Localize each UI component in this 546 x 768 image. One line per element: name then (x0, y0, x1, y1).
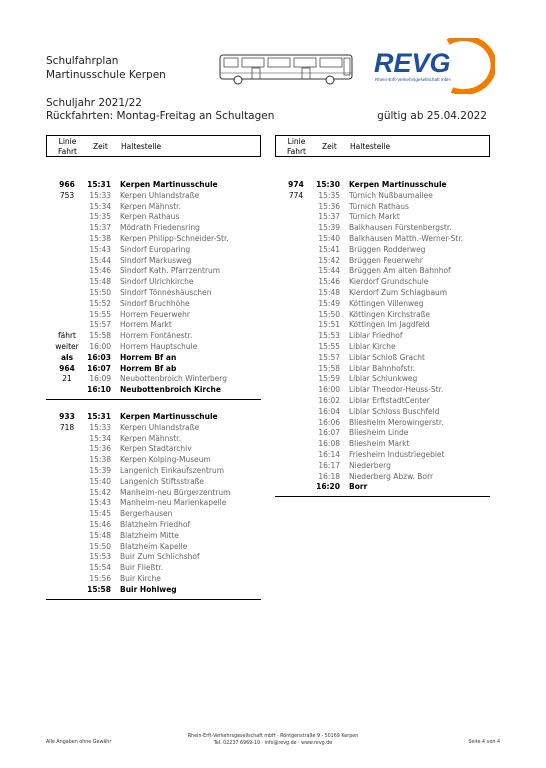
timetable-row (46, 363, 261, 374)
timetable-row (46, 255, 261, 266)
line-number: 966 (59, 180, 75, 189)
timetable-row (46, 551, 261, 562)
departure-time: 15:36 (318, 201, 340, 211)
stop-name: Liblar ErftstadtCenter (349, 396, 430, 405)
departure-time: 15:35 (89, 212, 111, 222)
stop-name: Blatzheim Friedhof (120, 520, 191, 529)
timetable-row (46, 584, 261, 595)
stop-name: Horrem Markt (120, 320, 172, 330)
timetable-row (275, 363, 490, 374)
departure-time: 15:43 (89, 498, 111, 508)
stop-name: Kerpen Stadtarchiv (120, 444, 192, 454)
timetable-row (46, 454, 261, 465)
col-line-label: Linie (287, 137, 306, 146)
timetable-row (46, 487, 261, 498)
departure-time: 16:00 (89, 342, 111, 351)
stop-name: Kierdorf Grundschule (349, 277, 429, 287)
departure-time: 15:31 (87, 412, 111, 421)
departure-time: 15:35 (318, 190, 340, 200)
departure-time: 15:56 (89, 574, 111, 583)
timetable-row (46, 562, 261, 573)
stop-name: Borr (349, 482, 368, 492)
title-line-2: Martinusschule Kerpen (46, 69, 166, 81)
stop-name: Köttingen Im Jagdfeld (349, 320, 430, 330)
col-time-label: Zeit (322, 142, 337, 151)
departure-time: 15:55 (89, 309, 111, 319)
timetable-row (275, 427, 490, 438)
departure-time: 16:18 (318, 471, 340, 481)
timetable-row (275, 298, 490, 309)
stop-name: Kerpen Kolping-Museum (120, 455, 211, 465)
stop-name: Liblar Theodor-Heuss-Str. (349, 385, 444, 395)
departure-time: 15:52 (89, 298, 111, 308)
departure-time: 15:53 (89, 552, 111, 562)
departure-time: 15:34 (89, 433, 111, 443)
timetable-row (275, 406, 490, 417)
col-trip-label: Fahrt (58, 147, 77, 156)
departure-time: 15:54 (89, 563, 111, 573)
departure-time: 15:39 (318, 223, 340, 233)
stop-name: Liblar Schloss Buschfeld (349, 406, 440, 416)
stop-name: Langenich Einkaufszentrum (120, 466, 225, 475)
timetable-row (275, 384, 490, 395)
departure-time: 15:51 (318, 320, 340, 330)
departure-time: 16:06 (318, 417, 340, 427)
timetable-row (46, 265, 261, 276)
timetable-row (275, 330, 490, 341)
timetable-row (275, 460, 490, 471)
stop-name: Horrem Hauptschule (120, 342, 198, 351)
stop-name: Manheim-neu Marienkapelle (120, 498, 227, 508)
stop-name: Sindorf Markusweg (120, 255, 192, 265)
departure-time: 15:48 (318, 288, 340, 297)
departure-time: 15:43 (89, 244, 111, 254)
departure-time: 16:14 (318, 450, 340, 459)
stop-name: Buir Fließtr. (120, 563, 163, 573)
col-time-label: Zeit (93, 142, 108, 151)
timetable-row (46, 384, 261, 395)
stop-name: Sindorf Bruchhöhe (120, 298, 190, 308)
timetable-row (46, 233, 261, 244)
stop-name: Mödrath Friedensring (120, 223, 200, 233)
direction-text: Rückfahrten: Montag-Freitag an Schultagen (46, 110, 275, 122)
stop-name: Manheim-neu Bürgerzentrum (120, 487, 231, 497)
departure-time: 15:50 (89, 541, 111, 551)
departure-time: 16:07 (318, 428, 340, 438)
departure-time: 15:36 (89, 444, 111, 454)
valid-from: gültig ab 25.04.2022 (377, 110, 487, 122)
stop-name: Neubottenbroich Kirche (120, 385, 221, 395)
line-number: weiter (55, 342, 79, 351)
col-stop-label: Haltestelle (121, 142, 162, 151)
timetable-row (46, 373, 261, 384)
departure-time: 15:50 (318, 309, 340, 319)
timetable-row (275, 190, 490, 201)
timetable-row (46, 222, 261, 233)
stop-name: Liblar Bahnhofstr. (349, 363, 416, 373)
stop-name: Sindorf Kath. Pfarrzentrum (120, 266, 221, 276)
stop-name: Bliesheim Linde (349, 428, 409, 438)
right-table-header (275, 135, 490, 157)
stop-name: Türnich Rathaus (349, 201, 409, 211)
departure-time: 15:46 (89, 266, 111, 276)
timetable-row (275, 179, 490, 190)
timetable-row (275, 287, 490, 298)
footer-disclaimer: Alle Angaben ohne Gewähr (46, 740, 112, 745)
departure-time: 16:02 (318, 396, 340, 405)
departure-time: 16:07 (87, 363, 111, 373)
logo-text: REVG (374, 48, 451, 78)
timetable-row (46, 433, 261, 444)
timetable-row (275, 276, 490, 287)
stop-name: Friesheim Industriegebiet (349, 450, 445, 459)
bus-icon (218, 53, 356, 85)
departure-time: 15:45 (89, 509, 111, 519)
stop-name: Bliesheim Merowingerstr. (349, 417, 444, 427)
departure-time: 15:38 (89, 455, 111, 465)
departure-time: 15:40 (318, 234, 340, 243)
timetable-row (46, 287, 261, 298)
stop-name: Neubottenbroich Winterberg (120, 374, 228, 384)
col-line-label: Linie (58, 137, 77, 146)
stop-name: Kerpen Uhlandstraße (120, 190, 200, 200)
stop-name: Liblar Schlunkweg (349, 374, 418, 384)
timetable-row (275, 233, 490, 244)
stop-name: Kerpen Martinusschule (120, 180, 218, 189)
stop-name: Kerpen Uhlandstraße (120, 422, 200, 432)
stop-name: Köttingen Villenweg (349, 298, 424, 308)
stop-name: Kerpen Mähnstr. (120, 201, 181, 211)
footer-contact: Tel. 02237 6969-10 · info@revg.de · www.revg.de (213, 741, 333, 746)
timetable-row (46, 443, 261, 454)
line-number: 718 (59, 422, 75, 432)
timetable-row (46, 244, 261, 255)
timetable-row (46, 411, 261, 422)
timetable-row (275, 319, 490, 330)
line-number: 774 (288, 190, 304, 200)
line-number: 753 (59, 190, 75, 200)
timetable-row (275, 395, 490, 406)
departure-time: 15:40 (89, 476, 111, 486)
departure-time: 15:46 (318, 277, 340, 287)
departure-time: 15:37 (318, 212, 340, 222)
timetable-row (275, 222, 490, 233)
col-stop-label: Haltestelle (350, 142, 391, 151)
departure-time: 15:58 (318, 363, 340, 373)
timetable-row (275, 352, 490, 363)
line-number: 964 (59, 363, 75, 373)
timetable-row (46, 497, 261, 508)
logo-subtext: Rhein-Erft-Verkehrsgesellschaft mbH (375, 77, 451, 82)
stop-name: Horrem Bf ab (120, 363, 177, 373)
departure-time: 15:44 (318, 266, 340, 276)
stop-name: Kerpen Martinusschule (120, 412, 218, 421)
timetable-row (275, 373, 490, 384)
departure-time: 16:10 (87, 385, 111, 395)
departure-time: 15:48 (89, 530, 111, 540)
departure-time: 16:00 (318, 385, 340, 395)
timetable-row (46, 476, 261, 487)
timetable-row (46, 201, 261, 212)
title-line-1: Schulfahrplan (46, 55, 119, 67)
stop-name: Balkhausen Matth.-Werner-Str. (349, 234, 464, 243)
departure-time: 15:58 (87, 584, 111, 594)
departure-time: 15:57 (89, 320, 111, 330)
timetable-row (275, 265, 490, 276)
left-table-header (46, 135, 261, 157)
departure-time: 15:55 (318, 342, 340, 351)
stop-name: Bliesheim Markt (349, 439, 410, 449)
timetable-row (275, 417, 490, 428)
stop-name: Sindorf Europaring (120, 244, 191, 254)
col-trip-label: Fahrt (287, 147, 306, 156)
footer-company: Rhein-Erft-Verkehrsgesellschaft mbH · Röntgenstraße 9 · 50169 Kerpen (187, 734, 359, 739)
departure-time: 16:08 (318, 439, 340, 449)
stop-name: Buir Zum Schlichshof (120, 552, 200, 562)
timetable-row (275, 341, 490, 352)
footer-page-number: Seite 4 von 4 (468, 740, 500, 745)
timetable-row (46, 341, 261, 352)
stop-name: Bergerhausen (120, 509, 173, 519)
stop-name: Langenich Stiftsstraße (120, 476, 205, 486)
stop-name: Türnich Markt (349, 212, 400, 222)
stop-name: Liblar Kirche (349, 342, 396, 351)
stop-name: Brüggen Feuerwehr (349, 255, 423, 265)
stop-name: Blatzheim Mitte (120, 530, 179, 540)
departure-time: 15:38 (89, 234, 111, 243)
stop-name: Brüggen Rodderweg (349, 244, 426, 254)
timetable-row (275, 255, 490, 266)
stop-name: Kerpen Mähnstr. (120, 433, 181, 443)
departure-time: 16:09 (89, 374, 111, 384)
timetable-row (275, 309, 490, 320)
departure-time: 16:03 (87, 352, 111, 362)
departure-time: 15:59 (318, 374, 340, 384)
stop-name: Liblar Schloß Gracht (349, 352, 425, 362)
departure-time: 15:58 (89, 331, 111, 341)
block-separator (275, 496, 490, 497)
revg-logo (370, 38, 495, 94)
line-number: fährt (57, 331, 76, 341)
stop-name: Horrem Bf an (120, 352, 177, 362)
departure-time: 15:41 (318, 244, 340, 254)
stop-name: Kerpen Philipp-Schneider-Str. (120, 234, 229, 243)
departure-time: 15:53 (318, 331, 340, 341)
line-number: 21 (62, 374, 72, 384)
timetable-row (46, 508, 261, 519)
timetable-row (46, 541, 261, 552)
departure-time: 15:37 (89, 223, 111, 233)
departure-time: 15:42 (318, 255, 340, 265)
departure-time: 16:20 (316, 482, 340, 492)
stop-name: Kierdorf Zum Schlagbaum (349, 288, 448, 297)
departure-time: 16:04 (318, 406, 340, 416)
line-number: als (60, 352, 74, 362)
timetable-row (275, 211, 490, 222)
timetable-row (46, 573, 261, 584)
block-separator (46, 599, 261, 600)
departure-time: 15:30 (316, 180, 340, 189)
departure-time: 15:48 (89, 277, 111, 287)
timetable-row (46, 190, 261, 201)
stop-name: Brüggen Am alten Bahnhof (349, 266, 451, 276)
timetable-row (46, 519, 261, 530)
stop-name: Kerpen Rathaus (120, 212, 180, 222)
departure-time: 15:57 (318, 352, 340, 362)
departure-time: 15:42 (89, 487, 111, 497)
departure-time: 15:44 (89, 255, 111, 265)
timetable-row (46, 422, 261, 433)
timetable-row (275, 244, 490, 255)
departure-time: 15:34 (89, 201, 111, 211)
departure-time: 15:49 (318, 298, 340, 308)
timetable-row (46, 330, 261, 341)
stop-name: Kerpen Martinusschule (349, 180, 447, 189)
timetable-row (275, 438, 490, 449)
timetable-row (46, 179, 261, 190)
line-number: 974 (288, 180, 304, 189)
timetable-row (46, 465, 261, 476)
stop-name: Türnich Nußbaumallee (349, 190, 433, 200)
departure-time: 15:46 (89, 520, 111, 529)
stop-name: Niederberg (349, 460, 391, 470)
stop-name: Blatzheim Kapelle (120, 541, 188, 551)
timetable-row (46, 298, 261, 309)
timetable-row (46, 530, 261, 541)
departure-time: 15:39 (89, 466, 111, 475)
stop-name: Horrem Fontänestr. (120, 331, 193, 341)
stop-name: Niederberg Abzw. Borr (349, 471, 434, 481)
stop-name: Liblar Friedhof (349, 331, 403, 341)
timetable-row (275, 471, 490, 482)
timetable-row (46, 319, 261, 330)
stop-name: Sindorf Ulrichkirche (120, 277, 194, 287)
timetable-row (46, 276, 261, 287)
stop-name: Buir Hohlweg (120, 584, 177, 594)
timetable-row (275, 449, 490, 460)
departure-time: 16:17 (318, 460, 340, 470)
stop-name: Buir Kirche (120, 574, 161, 583)
timetable-row (275, 201, 490, 212)
stop-name: Horrem Feuerwehr (120, 309, 190, 319)
stop-name: Balkhausen Fürstenbergstr. (349, 223, 452, 233)
departure-time: 15:31 (87, 180, 111, 189)
timetable-row (275, 481, 490, 492)
departure-time: 15:33 (89, 190, 111, 200)
timetable-row (46, 309, 261, 320)
timetable-row (46, 211, 261, 222)
stop-name: Sindorf Tönneshäuschen (120, 288, 212, 297)
departure-time: 15:33 (89, 422, 111, 432)
stop-name: Köttingen Kirchstraße (349, 309, 431, 319)
line-number: 933 (59, 412, 75, 421)
school-year: Schuljahr 2021/22 (46, 97, 142, 109)
timetable-row (46, 352, 261, 363)
departure-time: 15:50 (89, 288, 111, 297)
block-separator (46, 399, 261, 400)
